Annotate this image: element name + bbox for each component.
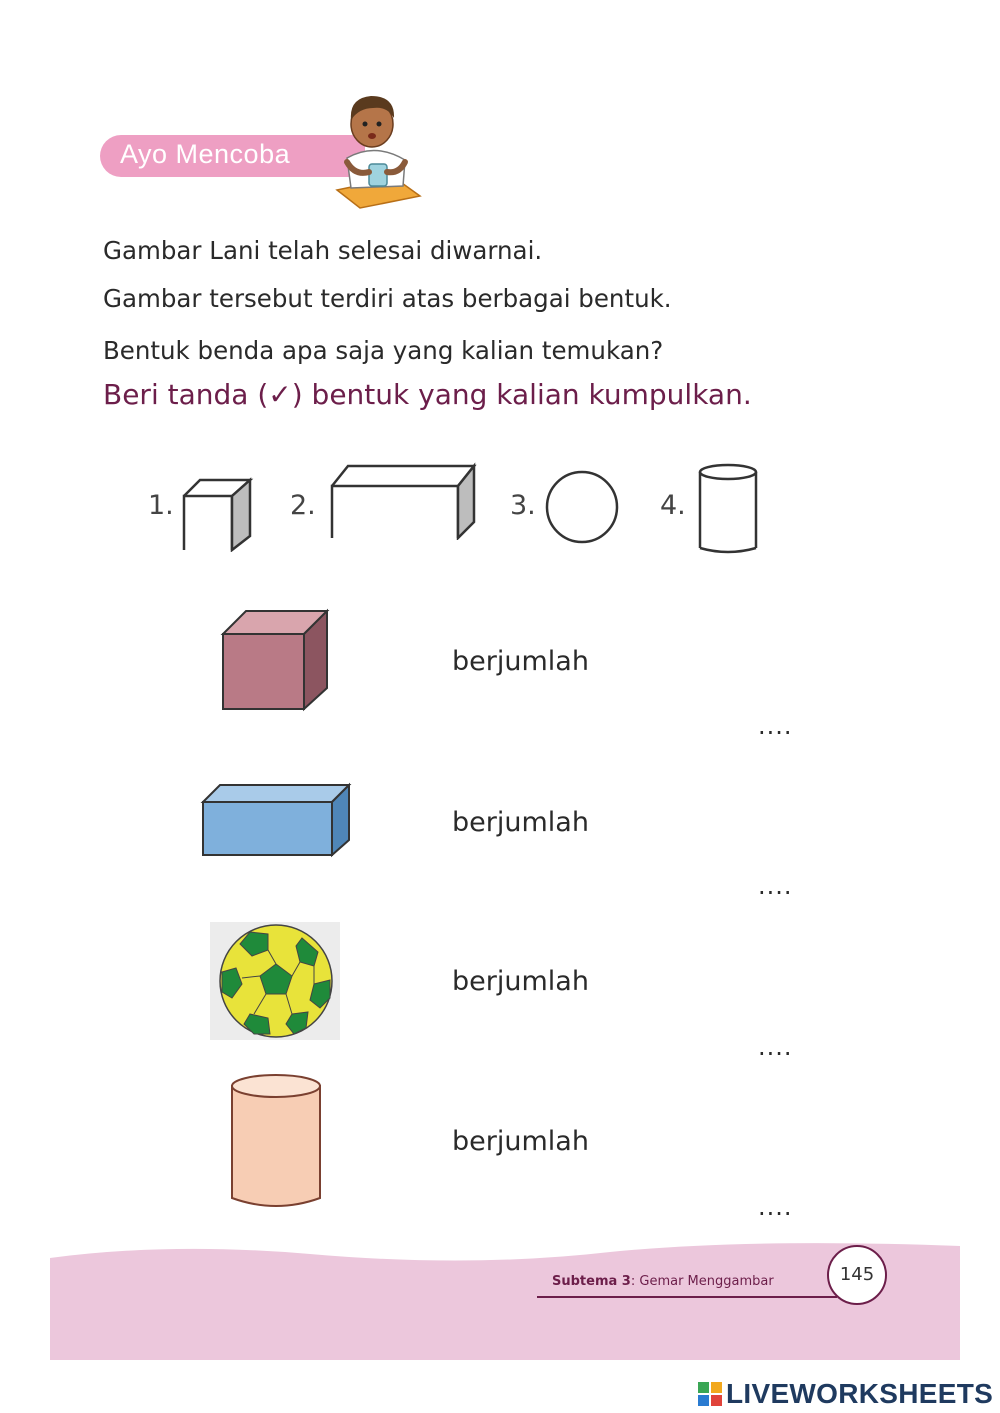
- footer-band: [50, 1236, 960, 1360]
- child-illustration: [325, 90, 425, 210]
- section-badge-label: Ayo Mencoba: [120, 139, 291, 169]
- option-number-1: 1.: [148, 490, 174, 521]
- row-2-answer-blank[interactable]: ....: [758, 872, 793, 900]
- intro-line-3: Bentuk benda apa saja yang kalian temukan?: [103, 336, 664, 365]
- row-1-label: berjumlah: [452, 646, 589, 677]
- cube-icon: [220, 608, 332, 712]
- liveworksheets-logo-icon: [698, 1382, 722, 1406]
- subtheme-number: Subtema 3: [552, 1274, 631, 1289]
- option-number-2: 2.: [290, 490, 316, 521]
- row-4-answer-blank[interactable]: ....: [758, 1193, 793, 1221]
- cuboid-outline-icon: [328, 462, 478, 540]
- soccer-ball-icon: [210, 922, 340, 1040]
- instruction-text: Beri tanda (✓) bentuk yang kalian kumpulkan.: [103, 378, 752, 411]
- option-number-4: 4.: [660, 490, 686, 521]
- cuboid-icon: [200, 782, 352, 858]
- cylinder-outline-icon: [696, 462, 762, 554]
- row-4-label: berjumlah: [452, 1126, 589, 1157]
- row-3-answer-blank[interactable]: ....: [758, 1033, 793, 1061]
- intro-line-2: Gambar tersebut terdiri atas berbagai bentuk.: [103, 284, 672, 313]
- subtheme-title: : Gemar Menggambar: [630, 1274, 774, 1289]
- row-2-label: berjumlah: [452, 807, 589, 838]
- option-number-3: 3.: [510, 490, 536, 521]
- row-1-answer-blank[interactable]: ....: [758, 712, 793, 740]
- page-number: 145: [827, 1245, 887, 1305]
- cylinder-icon: [228, 1072, 324, 1212]
- footer-underline: [537, 1296, 837, 1298]
- liveworksheets-watermark: LIVEWORKSHEETS: [726, 1378, 994, 1409]
- intro-line-1: Gambar Lani telah selesai diwarnai.: [103, 236, 543, 265]
- circle-outline-icon: [540, 470, 624, 544]
- cube-outline-icon: [180, 476, 255, 552]
- subtheme-caption: [552, 1274, 774, 1289]
- row-3-label: berjumlah: [452, 966, 589, 997]
